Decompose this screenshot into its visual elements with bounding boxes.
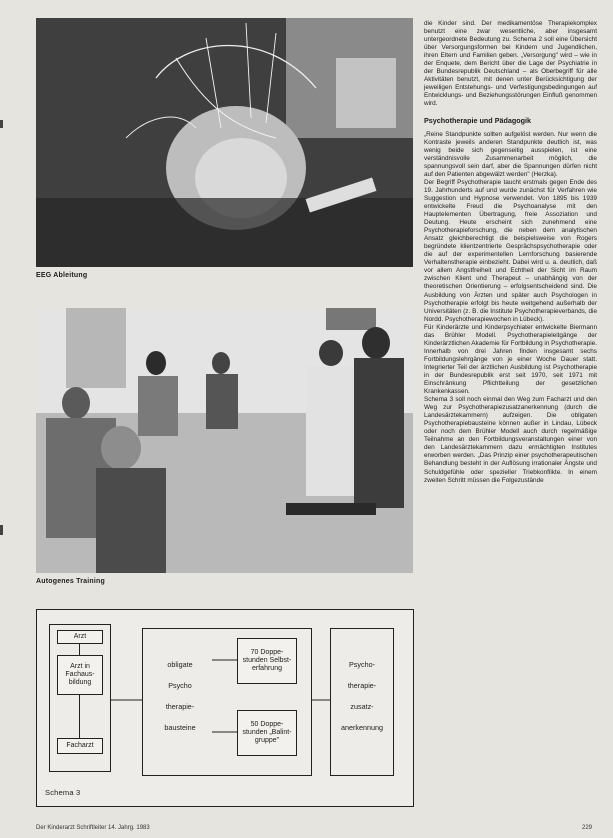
schema-right-word-3: zusatz- xyxy=(350,702,374,711)
paragraph-quote: „Reine Standpunkte sollten aufgelöst werden. Nur wenn die Kontraste jeweils anderen Standpunkte deutlich ist, was wenig beide sich gegenseitig ausspielen, ist eine verständnisvolle Zusammenarbeit möglich, die spannungsvoll sein darf, aber die Spannungen dürfen nicht auf den Patienten abgewälzt werden" (Herzka). xyxy=(424,130,597,178)
schema-right-word-4: anerkennung xyxy=(341,723,383,732)
paragraph-schema: Schema 3 soll noch einmal den Weg zum Facharzt und den Weg zur Psychotherapiezusatzanerkennung (durch die Landesärztekammern) aufzeigen. Die obligaten Psychotherapiebausteine können außer in Lindau, Lübeck oder noch dem Brühler Modell auch durch regelmäßige Teilnahme an den Fortbildungsveranstaltungen einer von den Landesärztekammern dazu ermächtigten Institutes erworben werden. „Das Prinzip einer psychotherapeutischen Behandlung besteht in der Auflösung irrationaler Ängste und Schuldgefühle oder spezieller Triebkonflikte. In einem zweiten Schritt müssen die Folgezustände xyxy=(424,396,597,484)
schema-box-arzt-in-fachausbildung: Arzt in Fachaus-bildung xyxy=(57,655,103,695)
schema-middle-word-1: obligate xyxy=(167,660,193,669)
training-caption: Autogenes Training xyxy=(36,578,105,585)
paragraph-history: Der Begriff Psychotherapie taucht erstmals gegen Ende des 19. Jahrhunderts auf und wurde zunächst für Verfahren wie Suggestion und Hypnose verwendet. Von 1895 bis 1939 entwickelte Freud die Psychoanalyse mit den Hauptelementen Übertragung, freie Assoziation und Deutung. Heute erscheint sich zunehmend eine Psychotherapieforschung, die neben dem analytischen Ansatz gleichberechtigt die beispielsweise von Rogers begründete klientzentrierte Gesprächspsychotherapie oder die auf der experimentellen Lernforschung basierende Verhaltenstherapie einbezieht. Dabei wird u. a. deutlich, daß vor allem Angstfreiheit und Echtheit der Sicht im Raum zwischen Klient und Therapeut – unabhängig von der theoretischen Orientierung – erfolgsentscheidend sind. Die Ausbildung von Ärzten und später auch Psychologen in Psychotherapie erfolgt bis heute weitgehend außerhalb der Universitäten (z. B. die Institute Psychotherapieverbands, die Nordd. Psychotherapiewochen in Lübeck). xyxy=(424,178,597,323)
schema-box-selbsterfahrung: 70 Doppe-stunden Selbst-erfahrung xyxy=(237,638,297,684)
schema-diagram xyxy=(36,609,414,807)
schema-right-word-1: Psycho- xyxy=(349,660,375,669)
article-column xyxy=(424,20,597,485)
binding-edge-mark xyxy=(0,525,3,535)
schema-connector-lines xyxy=(37,610,413,806)
training-photo xyxy=(36,308,413,573)
page-number: 229 xyxy=(582,825,593,831)
schema-box-facharzt: Facharzt xyxy=(57,738,103,754)
schema-box-arzt: Arzt xyxy=(57,630,103,644)
section-heading: Psychotherapie und Pädagogik xyxy=(424,115,532,125)
footer-source: Der Kinderarzt Schriftleiter 14. Jahrg. 1983 xyxy=(36,825,150,831)
paragraph-intro: die Kinder sind. Der medikamentöse Therapiekomplex benutzt eine zwar wesentliche, aber insgesamt untergeordnete Bedeutung zu. Schema 2 soll eine Übersicht über Versorgungsformen bei Kindern und Jugendlichen, ihren Eltern und Familien geben. „Versorgung" wird – wie in der Enquete, dem Bericht über die Lage der Psychiatrie in der Bundesrepublik Deutschland – als Oberbegriff für alle Aktivitäten benutzt, mit denen unter Berücksichtigung der jeweiligen Entstehungs- und Verfestigungsbedingungen auf Entwicklungs- und Beziehungsstörungen Einfluß genommen wird. xyxy=(424,20,597,108)
eeg-photo xyxy=(36,18,413,267)
eeg-caption: EEG Ableitung xyxy=(36,272,88,279)
paragraph-training: Für Kinderärzte und Kinderpsychiater entwickelte Biermann das Brühler Modell. Psychotherapieleitgänge der Kinderärztlichen Akademie für Fortbildung in Psychotherapie. Innerhalb von drei Jahren finden insgesamt sechs Fortbildungslehrgänge von je einer Woche Dauer statt. Integrierter Teil der ärztlichen Ausbildung ist Psychotherapie in der Bundesrepublik erst seit 1970, seit 1971 mit Einschränkung Pflichtteilung der gesetzlichen Krankenkassen. xyxy=(424,323,597,396)
schema-middle-word-4: bausteine xyxy=(164,723,196,732)
schema-middle-word-3: therapie- xyxy=(165,702,195,711)
schema-box-balintgruppe: 50 Doppe-stunden „Balint-gruppe" xyxy=(237,710,297,756)
schema-middle-word-2: Psycho xyxy=(168,681,192,690)
binding-edge-mark xyxy=(0,120,3,128)
schema-right-word-2: therapie- xyxy=(347,681,377,690)
schema-label: Schema 3 xyxy=(45,788,81,797)
